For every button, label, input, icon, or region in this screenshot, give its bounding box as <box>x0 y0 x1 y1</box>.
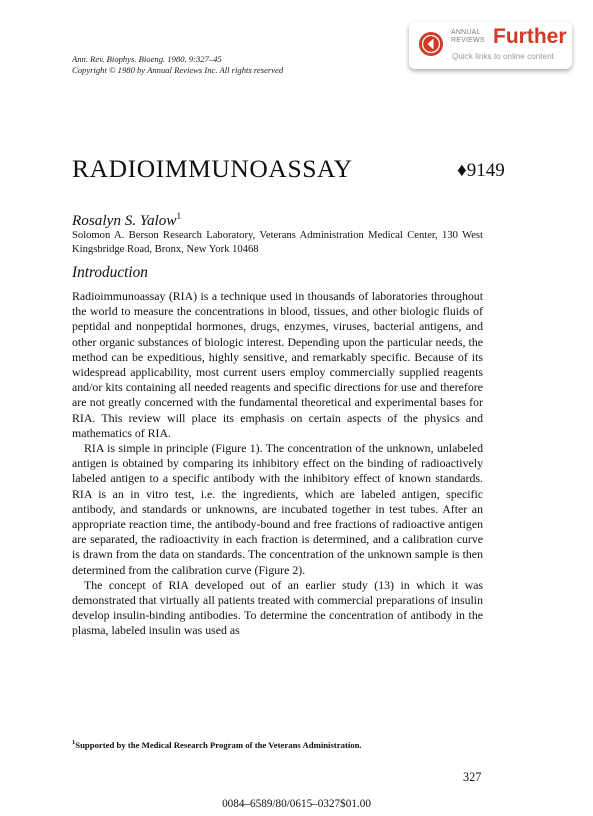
author-name: Rosalyn S. Yalow$^1$ <box>72 211 182 229</box>
paragraph: The concept of RIA developed out of an earlier study (13) in which it was demonstrated that virtually all patients treated with commercial preparations of insulin develop insulin-binding antibodies. To determine the concentration of antibody in the plasma, labeled insulin was used as <box>72 577 483 638</box>
chevron-left-icon <box>418 31 444 57</box>
body-text <box>72 289 483 639</box>
badge-further-label: Further <box>493 25 567 48</box>
journal-citation <box>72 54 283 76</box>
badge-subtitle: Quick links to online content <box>452 52 554 61</box>
badge-annual-reviews-label: ANNUAL REVIEWS <box>451 29 485 44</box>
page-number: 327 <box>463 770 482 784</box>
citation-line: Ann. Rev. Biophys. Bioeng. 1980. 9:327–45 <box>72 54 222 64</box>
section-heading: Introduction <box>72 264 148 281</box>
article-title: RADIOIMMUNOASSAY <box>72 154 353 183</box>
paragraph: Radioimmunoassay (RIA) is a technique used in thousands of laboratories throughout the world to measure the concentrations in blood, tissues, and other biologic fluids of peptidal and nonpeptidal hormones, drugs, enzymes, viruses, bacterial antigens, and other organic substances of biologic interest. Depending upon the particular needs, the method can be expeditious, highly sensitive, and remarkably specific. Because of its widespread applicability, most current users employ commercially supplied reagents and/or kits containing all needed reagents and specific directions for use and therefore are not greatly concerned with the fundamental theoretical and experimental bases for RIA. This review will place its emphasis on certain aspects of the physics and mathematics of RIA. <box>72 289 483 440</box>
author-affiliation: Solomon A. Berson Research Laboratory, Veterans Administration Medical Center, 130 West Kingsbridge Road, Bronx, New York 10468 <box>72 230 483 255</box>
copyright-line: Copyright © 1980 by Annual Reviews Inc. All rights reserved <box>72 65 284 75</box>
author-footnote-mark: 1 <box>176 211 182 221</box>
footnote: $^1$Supported by the Medical Research Program of the Veterans Administration. <box>72 739 362 750</box>
footnote-mark: 1 <box>72 739 76 746</box>
paragraph: RIA is simple in principle (Figure 1). The concentration of the unknown, unlabeled antigen is obtained by comparing its inhibitory effect on the binding of radioactively labeled antigen to a specific antibody with the inhibitory effect of known standards. RIA is an in vitro test, i.e. the ingredients, which are labeled antigen, specific antibody, and standards or unknowns, are incubated together in test tubes. After an appropriate reaction time, the antibody-bound and free fractions of radioactive antigen are separated, the radioactivity in each fraction is determined, and a calibration curve is drawn from the data on standards. The concentration of the unknown sample is then determined from the calibration curve (Figure 2). <box>72 441 483 577</box>
article-code: 0084–6589/80/0615–0327$01.00 <box>222 798 371 810</box>
article-id-number: ♦9149 <box>457 160 505 181</box>
annual-reviews-further-badge[interactable] <box>409 22 572 69</box>
